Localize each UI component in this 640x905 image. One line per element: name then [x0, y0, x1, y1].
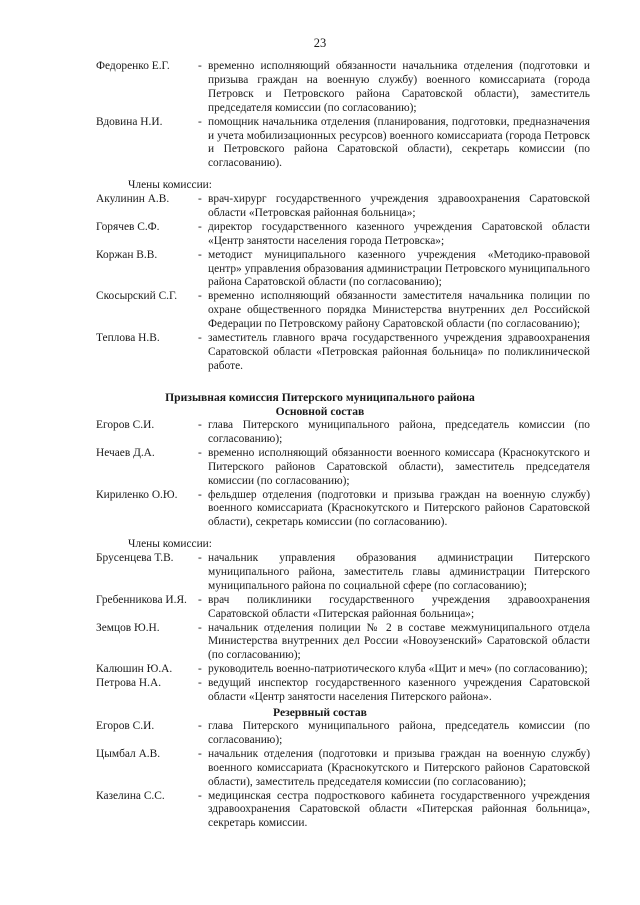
member-name: Калюшин Ю.А.	[96, 663, 173, 676]
member-entry	[0, 193, 640, 221]
member-entry	[0, 249, 640, 291]
member-name: Земцов Ю.Н.	[96, 621, 160, 634]
member-entry	[0, 594, 640, 622]
member-entry	[0, 332, 640, 374]
member-name: Егоров С.И.	[96, 419, 155, 431]
member-name: Вдовина Н.И.	[96, 115, 163, 128]
member-name: Акулинин А.В.	[96, 193, 170, 205]
member-entry	[0, 790, 640, 832]
member-entry	[0, 290, 640, 332]
member-dash: -	[198, 115, 202, 128]
member-dash: -	[198, 290, 202, 303]
member-name: Теплова Н.В.	[96, 332, 160, 345]
member-dash: -	[198, 248, 202, 261]
page-number: 23	[313, 36, 327, 50]
member-entry	[0, 447, 640, 489]
member-name: Петрова Н.А.	[96, 677, 162, 690]
member-name: Коржан В.В.	[96, 248, 158, 261]
section-subtitle: Основной состав	[275, 405, 365, 418]
member-role: временно исполняющий обязанности заместителя начальника полиции по охране общественного порядка Министерства внутренних дел Российской Федерации по Петровскому району Саратовской области (по согласованию);	[208, 290, 590, 331]
member-role: методист муниципального казенного учреждения «Методико-правовой центр» управления образования администрации Петровского муниципального района Саратовской области (по согласованию);	[208, 248, 590, 289]
member-role: начальник отделения полиции № 2 в составе межмуниципального отдела Министерства внутренних дел России «Новоузенский» Саратовской области (по согласованию);	[208, 621, 590, 662]
member-dash: -	[198, 621, 202, 634]
member-name: Егоров С.И.	[96, 720, 155, 732]
member-role: помощник начальника отделения (планирования, подготовки, предназначения и учета мобилизационных ресурсов) военного комиссариата (города Петровск и Петровского района Саратовской области), секретарь комиссии (по согласованию).	[208, 115, 590, 170]
member-entry	[0, 221, 640, 249]
member-entry	[0, 622, 640, 664]
member-dash: -	[198, 332, 202, 345]
member-name: Нечаев Д.А.	[96, 446, 155, 459]
member-name: Кириленко О.Ю.	[96, 488, 178, 501]
member-dash: -	[198, 747, 202, 760]
member-entry	[0, 748, 640, 790]
member-name: Казелина С.С.	[96, 789, 165, 802]
member-role: временно исполняющий обязанности начальника отделения (подготовки и призыва граждан на военную службу) военного комиссариата (города Петровск и Петровского района Саратовской области), заместитель председателя комиссии (по согласованию);	[208, 60, 590, 114]
member-role: глава Питерского муниципального района, председатель комиссии (по согласованию);	[208, 419, 590, 445]
member-role: директор государственного казенного учреждения Саратовской области «Центр занятости населения города Петровска»;	[208, 220, 590, 247]
member-role: врач-хирург государственного учреждения здравоохранения Саратовской области «Петровская районная больница»;	[208, 193, 590, 219]
member-name: Федоренко Е.Г.	[96, 60, 170, 72]
member-role: глава Питерского муниципального района, председатель комиссии (по согласованию);	[208, 720, 590, 746]
commission-reserve-piter	[0, 720, 640, 831]
member-dash: -	[198, 720, 202, 732]
member-role: врач поликлиники государственного учреждения здравоохранения Саратовской области «Питерская районная больница»;	[208, 593, 590, 620]
member-name: Горячев С.Ф.	[96, 220, 160, 233]
member-role: временно исполняющий обязанности военного комиссара (Краснокутского и Питерского районов Саратовской области), заместитель председателя комиссии (по согласованию);	[208, 446, 590, 487]
member-dash: -	[198, 419, 202, 431]
member-dash: -	[198, 663, 202, 676]
commission-members-piter	[0, 552, 640, 705]
members-label: Члены комиссии:	[128, 538, 212, 550]
member-name: Скосырский С.Г.	[96, 290, 178, 303]
member-role: начальник управления образования администрации Питерского муниципального района, заместитель главы администрации Питерского муниципального района по социальной сфере (по согласованию);	[208, 552, 590, 592]
member-dash: -	[198, 488, 202, 501]
member-entry	[0, 552, 640, 594]
member-entry	[0, 60, 640, 116]
member-entry	[0, 677, 640, 705]
section-subtitle-reserve: Резервный состав	[273, 706, 367, 719]
member-role: руководитель военно-патриотического клуба «Щит и меч» (по согласованию);	[208, 663, 588, 676]
members-label: Члены комиссии:	[128, 179, 212, 191]
member-role: медицинская сестра подросткового кабинета государственного учреждения здравоохранения Саратовской области «Питерская районная больница», секретарь комиссии.	[208, 789, 590, 830]
commission-entries-piter	[0, 419, 640, 530]
member-dash: -	[198, 593, 202, 606]
member-dash: -	[198, 193, 202, 205]
member-name: Гребенникова И.Я.	[96, 593, 187, 606]
member-entry	[0, 116, 640, 172]
member-dash: -	[198, 552, 202, 564]
member-entry	[0, 489, 640, 531]
member-entry	[0, 663, 640, 677]
member-dash: -	[198, 789, 202, 802]
member-entry	[0, 720, 640, 748]
section-title: Призывная комиссия Питерского муниципального района	[165, 391, 475, 404]
member-dash: -	[198, 446, 202, 459]
member-name: Брусенцева Т.В.	[96, 552, 174, 564]
commission-members-petrovsk	[0, 193, 640, 374]
member-name: Цымбал А.В.	[96, 747, 161, 760]
member-dash: -	[198, 220, 202, 233]
commission-entries-petrovsk	[0, 60, 640, 171]
member-role: начальник отделения (подготовки и призыва граждан на военную службу) военного комиссариата (Краснокутского и Питерского районов Саратовской области), заместитель председателя комиссии (по согласованию);	[208, 747, 590, 788]
member-role: заместитель главного врача государственного учреждения здравоохранения Саратовской области «Петровская районная больница» по поликлинической работе.	[208, 332, 590, 372]
member-dash: -	[198, 677, 202, 690]
member-dash: -	[198, 60, 202, 72]
member-entry	[0, 419, 640, 447]
member-role: фельдшер отделения (подготовки и призыва граждан на военную службу) военного комиссариата (Краснокутского и Питерского районов Саратовской области), секретарь комиссии (по согласованию).	[208, 488, 590, 529]
member-role: ведущий инспектор государственного казенного учреждения Саратовской области «Центр занятости населения Питерского района».	[208, 677, 590, 704]
